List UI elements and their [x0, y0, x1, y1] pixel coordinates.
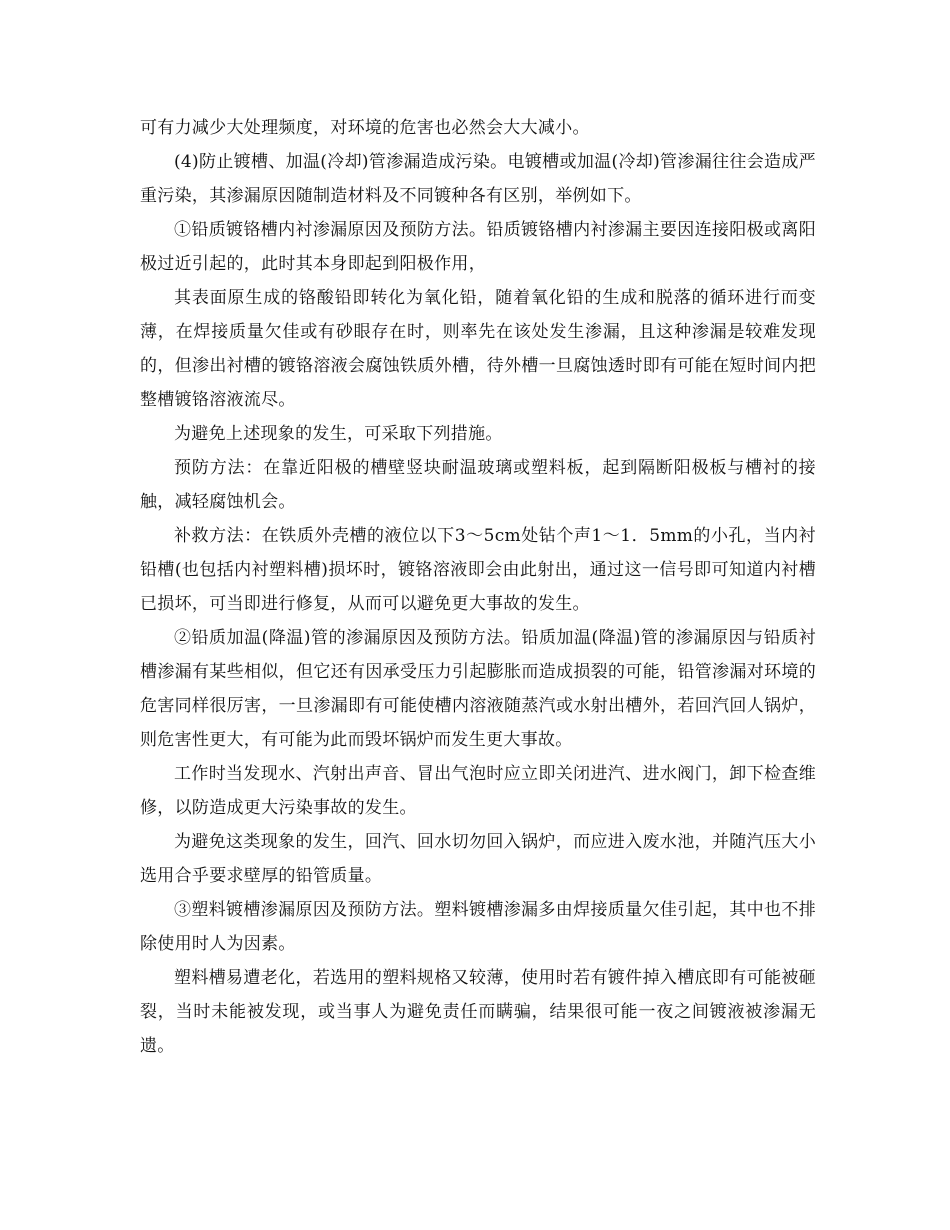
paragraph-1: 可有力减少大处理频度，对环境的危害也必然会大大减小。: [140, 118, 590, 138]
paragraph-3: ①铅质镀铬槽内衬渗漏原因及预防方法。铅质镀铬槽内衬渗漏主要因连接阳极或离阳极过近引起的，此时其本身即起到阳极作用，: [140, 220, 816, 274]
document-body: [140, 111, 816, 1063]
paragraph-10: 为避免这类现象的发生，回汽、回水切勿回入锅炉，而应进入废水池，并随汽压大小选用合乎要求壁厚的铅管质量。: [140, 832, 816, 886]
paragraph-4: 其表面原生成的铬酸铅即转化为氧化铅，随着氧化铅的生成和脱落的循环进行而变薄，在焊接质量欠佳或有砂眼存在时，则率先在该处发生渗漏，且这种渗漏是较难发现的，但渗出衬槽的镀铬溶液会腐蚀铁质外槽，待外槽一旦腐蚀透时即有可能在短时间内把整槽镀铬溶液流尽。: [140, 288, 816, 410]
paragraph-11: ③塑料镀槽渗漏原因及预防方法。塑料镀槽渗漏多由焊接质量欠佳引起，其中也不排除使用时人为因素。: [140, 900, 816, 954]
paragraph-7: 补救方法：在铁质外壳槽的液位以下3～5cm处钻个声1～1．5mm的小孔，当内衬铅槽(也包括内衬塑料槽)损坏时，镀铬溶液即会由此射出，通过这一信号即可知道内衬槽已损坏，可当即进行修复，从而可以避免更大事故的发生。: [140, 526, 816, 614]
paragraph-6: 预防方法：在靠近阳极的槽壁竖块耐温玻璃或塑料板，起到隔断阳极板与槽衬的接触，减轻腐蚀机会。: [140, 458, 816, 512]
paragraph-12: 塑料槽易遭老化，若选用的塑料规格又较薄，使用时若有镀件掉入槽底即有可能被砸裂，当时未能被发现，或当事人为避免责任而瞒骗，结果很可能一夜之间镀液被渗漏无遗。: [140, 968, 816, 1056]
paragraph-2: (4)防止镀槽、加温(冷却)管渗漏造成污染。电镀槽或加温(冷却)管渗漏往往会造成严重污染，其渗漏原因随制造材料及不同镀种各有区别，举例如下。: [140, 152, 816, 206]
paragraph-8: ②铅质加温(降温)管的渗漏原因及预防方法。铅质加温(降温)管的渗漏原因与铅质衬槽渗漏有某些相似，但它还有因承受压力引起膨胀而造成损裂的可能，铅管渗漏对环境的危害同样很厉害，一旦渗漏即有可能使槽内溶液随蒸汽或水射出槽外，若回汽回人锅炉，则危害性更大，有可能为此而毁坏锅炉而发生更大事故。: [140, 628, 816, 750]
paragraph-9: 工作时当发现水、汽射出声音、冒出气泡时应立即关闭进汽、进水阀门，卸下检查维修，以防造成更大污染事故的发生。: [140, 764, 816, 818]
paragraph-5: 为避免上述现象的发生，可采取下列措施。: [174, 424, 503, 444]
